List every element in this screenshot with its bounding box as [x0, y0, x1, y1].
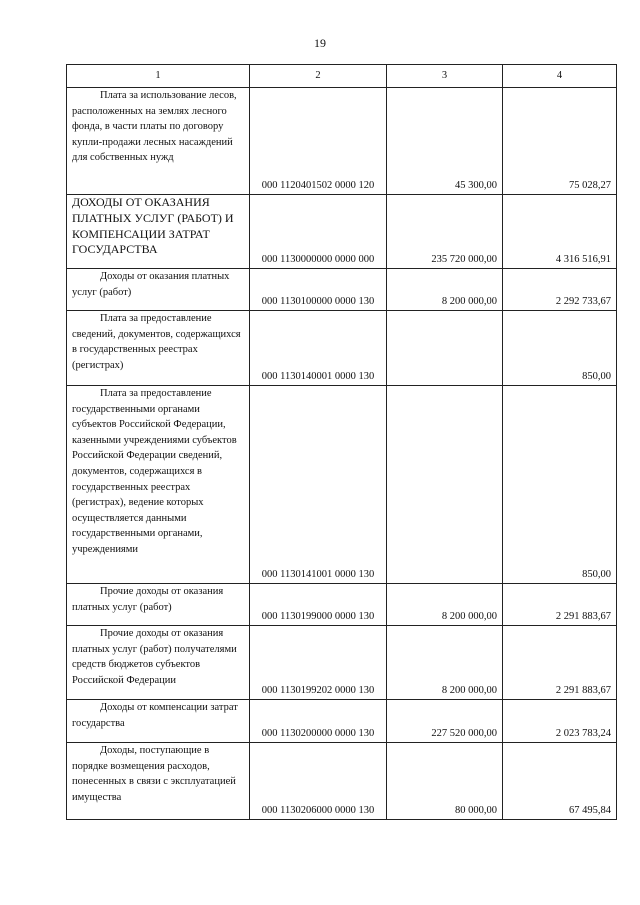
table-row: [67, 743, 617, 820]
row-actual: 75 028,27: [503, 88, 617, 195]
column-header: 2: [250, 65, 387, 88]
table-row: [67, 386, 617, 584]
row-plan: 80 000,00: [387, 743, 503, 820]
row-actual: 2 292 733,67: [503, 269, 617, 311]
table-row: [67, 269, 617, 311]
row-code: 000 1130206000 0000 130: [250, 743, 387, 820]
row-plan: 8 200 000,00: [387, 626, 503, 700]
row-actual: 850,00: [503, 311, 617, 386]
revenue-table: [66, 64, 617, 820]
column-header: 4: [503, 65, 617, 88]
row-plan: [387, 311, 503, 386]
row-plan: 45 300,00: [387, 88, 503, 195]
row-name: Доходы от компенсации затрат государства: [67, 700, 250, 743]
row-actual: 850,00: [503, 386, 617, 584]
row-name: Доходы, поступающие в порядке возмещения расходов, понесенных в связи с эксплуатацией имущества: [67, 743, 250, 820]
row-code: 000 1130200000 0000 130: [250, 700, 387, 743]
page-number: 19: [314, 36, 326, 50]
row-code: 000 1120401502 0000 120: [250, 88, 387, 195]
row-name: Плата за предоставление государственными органами субъектов Российской Федерации, казенными учреждениями субъектов Российской Федерации сведений, документов, содержащихся в государственных реестрах (регистрах), ведение которых осуществляется данными государственными органами, учреждениями: [67, 386, 250, 584]
row-plan: 8 200 000,00: [387, 269, 503, 311]
row-plan: 8 200 000,00: [387, 584, 503, 626]
table-row: [67, 584, 617, 626]
row-code: 000 1130000000 0000 000: [250, 195, 387, 269]
table-row: [67, 195, 617, 269]
row-code: 000 1130140001 0000 130: [250, 311, 387, 386]
row-name: Прочие доходы от оказания платных услуг (работ): [67, 584, 250, 626]
row-name: Доходы от оказания платных услуг (работ): [67, 269, 250, 311]
row-plan: 235 720 000,00: [387, 195, 503, 269]
table-row: [67, 700, 617, 743]
row-name: Плата за использование лесов, расположенных на землях лесного фонда, в части платы по договору купли-продажи лесных насаждений для собственных нужд: [67, 88, 250, 195]
row-plan: [387, 386, 503, 584]
row-plan: 227 520 000,00: [387, 700, 503, 743]
table-row: [67, 311, 617, 386]
table-row: [67, 626, 617, 700]
row-actual: 2 291 883,67: [503, 626, 617, 700]
table-header-row: [67, 65, 617, 88]
row-name: Прочие доходы от оказания платных услуг (работ) получателями средств бюджетов субъектов Российской Федерации: [67, 626, 250, 700]
column-header: 1: [67, 65, 250, 88]
row-code: 000 1130141001 0000 130: [250, 386, 387, 584]
row-actual: 67 495,84: [503, 743, 617, 820]
row-code: 000 1130199000 0000 130: [250, 584, 387, 626]
row-actual: 2 023 783,24: [503, 700, 617, 743]
row-actual: 4 316 516,91: [503, 195, 617, 269]
table-row: [67, 88, 617, 195]
row-code: 000 1130199202 0000 130: [250, 626, 387, 700]
row-actual: 2 291 883,67: [503, 584, 617, 626]
column-header: 3: [387, 65, 503, 88]
row-name: ДОХОДЫ ОТ ОКАЗАНИЯ ПЛАТНЫХ УСЛУГ (РАБОТ) И КОМПЕНСАЦИИ ЗАТРАТ ГОСУДАРСТВА: [67, 195, 250, 269]
row-name: Плата за предоставление сведений, документов, содержащихся в государственных реестрах (регистрах): [67, 311, 250, 386]
row-code: 000 1130100000 0000 130: [250, 269, 387, 311]
